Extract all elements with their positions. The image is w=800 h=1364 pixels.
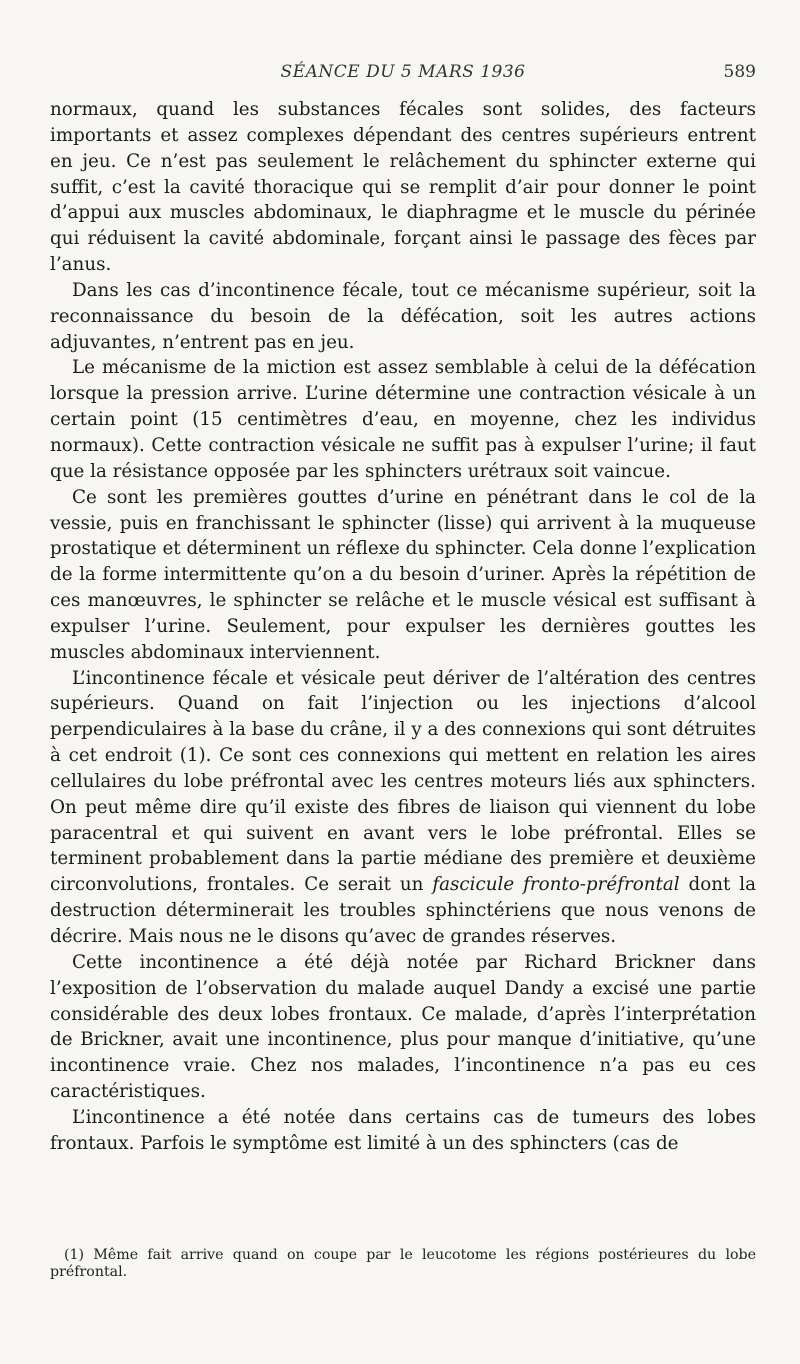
paragraph-3: Le mécanisme de la miction est assez semblable à celui de la défécation lorsque la pression arrive. L’urine détermine une contraction vésicale à un certain point (15 centimètres d’eau, en moyenne, chez les individus normaux). Cette contraction vésicale ne suffit pas à expulser l’urine; il faut que la résistance opposée par les sphincters urétraux soit vaincue. bbox=[50, 357, 756, 482]
paragraph-5-text-b: dont la destruction déterminerait les troubles sphinctériens que nous venons de décrire. Mais nous ne le disons qu’avec de grandes réserves. bbox=[50, 874, 757, 947]
paragraph-5-text-a: L’incontinence fécale et vésicale peut dériver de l’altération des centres supérieurs. Quand on fait l’injection ou les injections d’alcool perpendiculaires à la base du crâne, il y a des connexions qui sont détruites à cet endroit (1). Ce sont ces connexions qui mettent en relation les aires cellulaires du lobe préfrontal avec les centres moteurs liés aux sphincters. On peut même dire qu’il existe des fibres de liaison qui viennent du lobe paracentral et qui suivent en avant vers le lobe préfrontal. Elles se terminent probablement dans la partie médiane des première et deuxième circonvolutions, frontales. Ce serait un bbox=[50, 667, 756, 896]
paragraph-4: Ce sont les premières gouttes d’urine en pénétrant dans le col de la vessie, puis en franchissant le sphincter (lisse) qui arrivent à la muqueuse prostatique et déterminent un réflexe du sphincter. Cela donne l’explication de la forme intermittente qu’on a du besoin d’uriner. Après la répétition de ces manœuvres, le sphincter se relâche et le muscle vésical est suffisant à expulser l’urine. Seulement, pour expulser les dernières gouttes les muscles abdominaux interviennent. bbox=[50, 486, 756, 663]
footnote: (1) Même fait arrive quand on coupe par le leucotome les régions postérieures du lobe préfrontal. bbox=[50, 1247, 756, 1280]
paragraph-2: Dans les cas d’incontinence fécale, tout ce mécanisme supérieur, soit la reconnaissance du besoin de la défécation, soit les autres actions adjuvantes, n’entrent pas en jeu. bbox=[50, 279, 756, 353]
paragraph-6: Cette incontinence a été déjà notée par Richard Brickner dans l’exposition de l’observation du malade auquel Dandy a excisé une partie considérable des deux lobes frontaux. Ce malade, d’après l’interprétation de Brickner, avait une incontinence, plus pour manque d’initiative, qu’une incontinence vraie. Chez nos malades, l’incontinence n’a pas eu ces caractéristiques. bbox=[50, 951, 756, 1103]
page-number: 589 bbox=[723, 62, 756, 82]
paragraph-5 bbox=[50, 666, 756, 950]
paragraph-7: L’incontinence a été notée dans certains cas de tumeurs des lobes frontaux. Parfois le symptôme est limité à un des sphincters (cas de bbox=[50, 1106, 756, 1154]
body-text bbox=[50, 97, 756, 1157]
running-head: SÉANCE DU 5 MARS 1936 bbox=[280, 62, 526, 82]
page-header bbox=[50, 62, 756, 86]
paragraph-1: normaux, quand les substances fécales sont solides, des facteurs importants et assez complexes dépendant des centres supérieurs entrent en jeu. Ce n’est pas seulement le relâchement du sphincter externe qui suffit, c’est la cavité thoracique qui se remplit d’air pour donner le point d’appui aux muscles abdominaux, le diaphragme et le muscle du périnée qui réduisent la cavité abdominale, forçant ainsi le passage des fèces par l’anus. bbox=[50, 99, 756, 276]
italic-term: fascicule fronto-préfrontal bbox=[432, 874, 680, 896]
